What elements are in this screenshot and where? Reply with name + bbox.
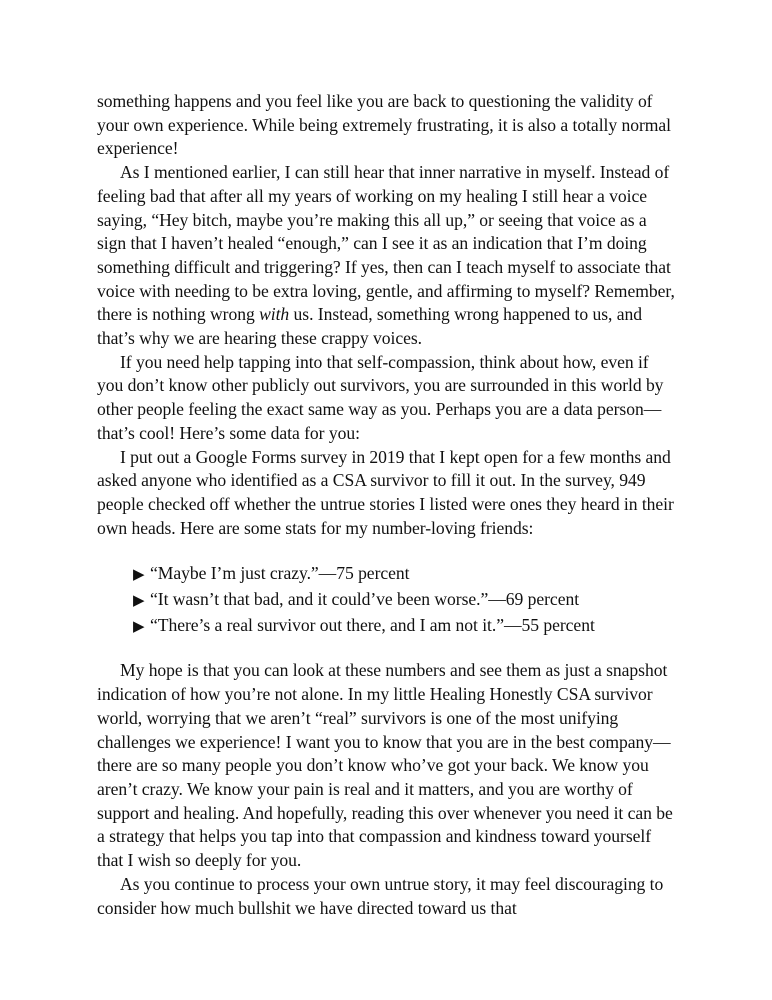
list-item (133, 614, 676, 640)
paragraph-inner-narrative-part2: us. Instead, something wrong happened to us, and that’s why we are hearing these crappy voices. (97, 304, 642, 349)
stat-text: “Maybe I’m just crazy.”—75 percent (150, 563, 410, 584)
paragraph-hope: My hope is that you can look at these numbers and see them as just a snapshot indication of how you’re not alone. In my little Healing Honestly CSA survivor world, worrying that we aren’t “real” survivors is one of the most unifying challenges we experience! I want you to know that you are in the best company—there are so many people you don’t know who’ve got your back. We know you aren’t crazy. We know your pain is real and it matters, and you are worthy of support and healing. And hopefully, reading this over whenever you need it can be a strategy that helps you tap into that compassion and kindness toward yourself that I wish so deeply for you. (97, 660, 673, 871)
body-text (97, 90, 676, 920)
paragraph-inner-narrative (97, 161, 676, 351)
list-item (133, 562, 676, 588)
stat-text: “It wasn’t that bad, and it could’ve been worse.”—69 percent (150, 589, 580, 610)
emphasis-with: with (259, 304, 290, 325)
stats-list (97, 562, 676, 639)
paragraph-inner-narrative-part1: As I mentioned earlier, I can still hear that inner narrative in myself. Instead of feeling bad that after all my years of working on my healing I still hear a voice saying, “Hey bitch, maybe you’re making this all up,” or seeing that voice as a sign that I haven’t healed “enough,” can I see it as an indication that I’m doing something difficult and triggering? If yes, then can I teach myself to associate that voice with needing to be extra loving, gentle, and affirming to myself? Remember, there is nothing wrong (97, 162, 675, 325)
list-item (133, 588, 676, 614)
paragraph-survey: I put out a Google Forms survey in 2019 that I kept open for a few months and asked anyone who identified as a CSA survivor to fill it out. In the survey, 949 people checked off whether the untrue stories I listed were ones they heard in their own heads. Here are some stats for my number-loving friends: (97, 446, 674, 538)
paragraph-continued: something happens and you feel like you are back to questioning the validity of your own experience. While being extremely frustrating, it is also a totally normal experience! (97, 91, 671, 159)
triangle-bullet-icon: ▶ (133, 567, 145, 584)
triangle-bullet-icon: ▶ (133, 618, 145, 635)
paragraph-self-compassion: If you need help tapping into that self-compassion, think about how, even if you don’t know other publicly out survivors, you are surrounded in this world by other people feeling the exact same way as you. Perhaps you are a data person—that’s cool! Here’s some data for you: (97, 351, 664, 443)
triangle-bullet-icon: ▶ (133, 593, 145, 610)
paragraph-continue: As you continue to process your own untrue story, it may feel discouraging to consider how much bullshit we have directed toward us that (97, 873, 664, 918)
stat-text: “There’s a real survivor out there, and I am not it.”—55 percent (150, 614, 595, 635)
